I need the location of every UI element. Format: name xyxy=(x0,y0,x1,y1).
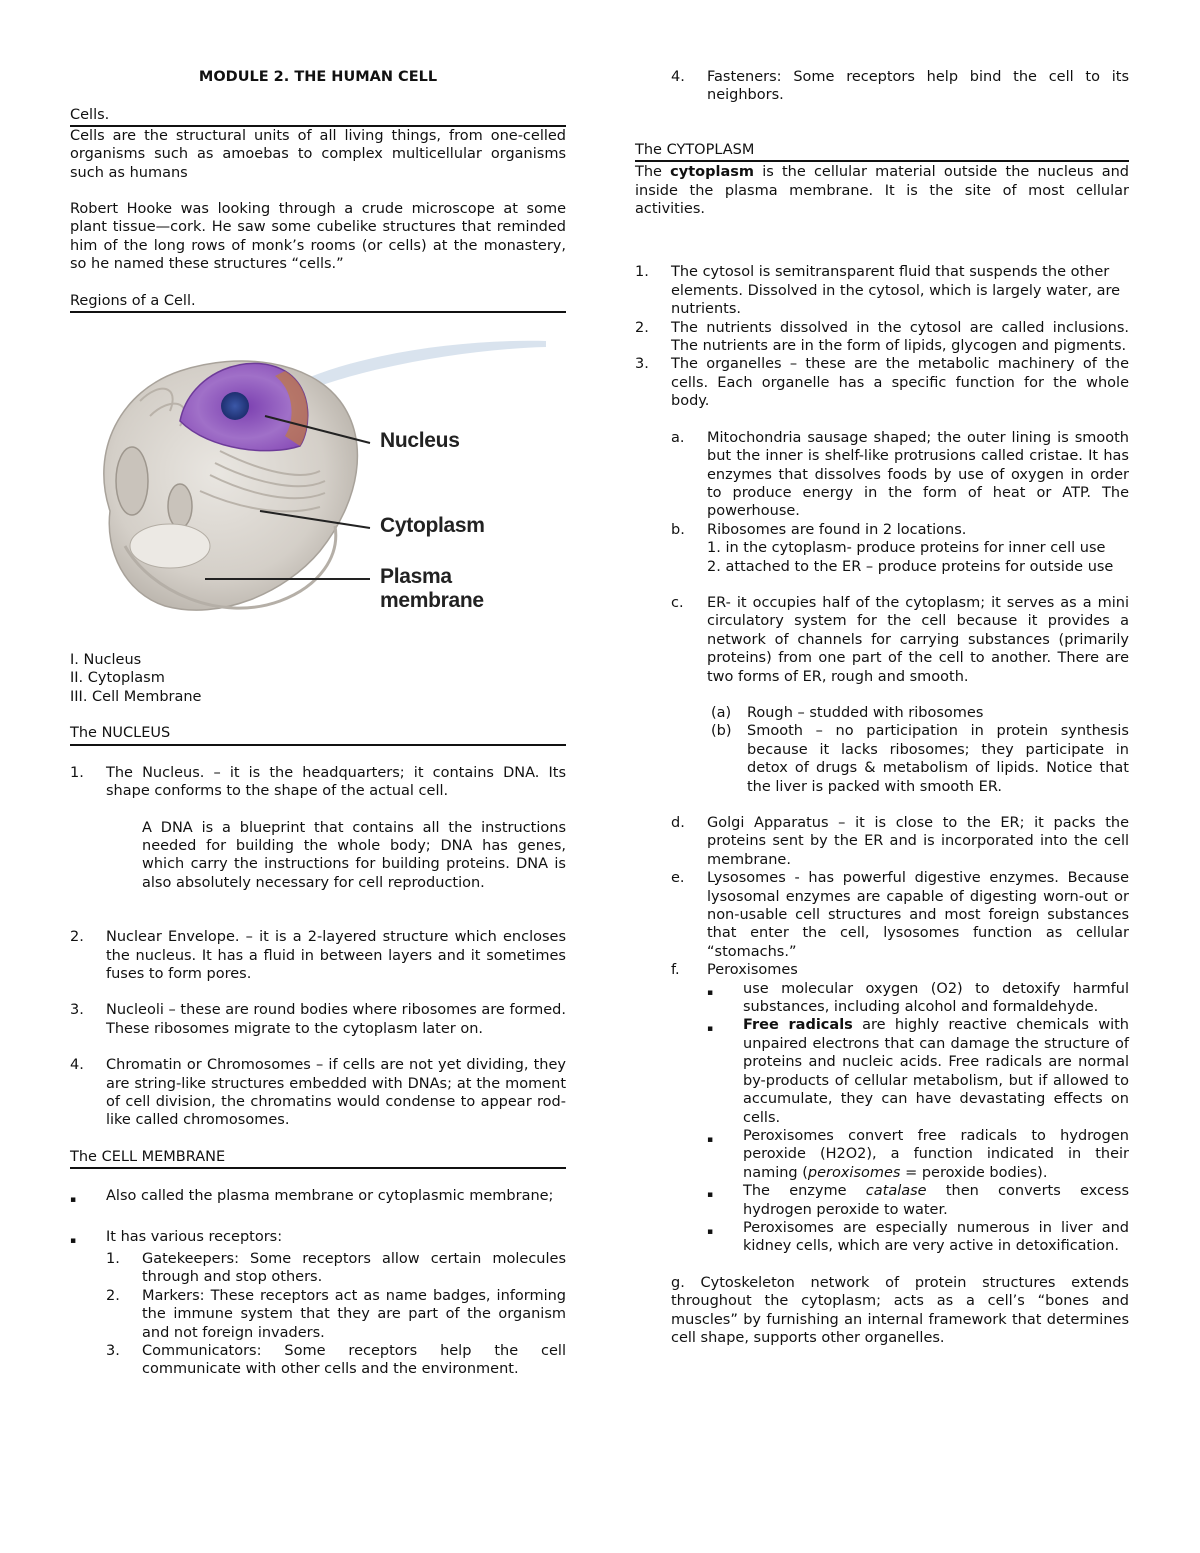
organelle-item: a. Mitochondria sausage shaped; the outer lining is smooth but the inner is shelf-like protrusions called cristae. It has enzymes that dissolves foods by use of oxygen in order to produce energy in the form of heat or ATP. The powerhouse. xyxy=(671,429,1129,520)
cells-heading: Cells. xyxy=(70,107,110,124)
organelle-item: b. Ribosomes are found in 2 locations. 1. in the cytoplasm- produce proteins for inner cell use 2. attached to the ER – produce proteins for outside use xyxy=(671,521,1114,575)
receptor-item: 4. Fasteners: Some receptors help bind the cell to its neighbors. xyxy=(671,69,1129,104)
list-item: 2. The nutrients dissolved in the cytosol are called inclusions. The nutrients are in the form of lipids, glycogen and pigments. xyxy=(635,319,1129,355)
right-column xyxy=(635,68,1129,1347)
bullet-item: ▪ Peroxisomes convert free radicals to hydrogen peroxide (H2O2), a function indicated in their naming (peroxisomes = peroxide bodies). xyxy=(707,1127,1129,1181)
receptor-item: 2. Markers: These receptors act as name badges, informing the immune system that they are part of the organism and not foreign invaders. xyxy=(106,1287,566,1341)
label-nucleus: Nucleus xyxy=(380,429,460,453)
left-column xyxy=(70,68,566,1379)
bullet-item: ▪ use molecular oxygen (O2) to detoxify harmful substances, including alcohol and formaldehyde. xyxy=(707,980,1129,1016)
cell-diagram xyxy=(70,331,566,631)
organelle-item: d. Golgi Apparatus – it is close to the ER; it packs the proteins sent by the ER and is incorporated into the cell membrane. xyxy=(671,815,1129,868)
cells-paragraph: Cells are the structural units of all living things, from one-celled organisms such as amoebas to complex multicellular organisms such as humans xyxy=(70,127,566,181)
list-item: 3. The organelles – these are the metabolic machinery of the cells. Each organelle has a specific function for the whole body. xyxy=(635,356,1129,410)
label-membrane: membrane xyxy=(380,589,484,613)
cell-illustration xyxy=(70,331,566,631)
bullet-item: ▪ Peroxisomes are especially numerous in liver and kidney cells, which are very active in detoxification. xyxy=(707,1219,1129,1255)
nucleus-heading: The NUCLEUS xyxy=(70,724,566,745)
er-item: (a) Rough – studded with ribosomes xyxy=(711,704,984,721)
organelle-item: c. ER- it occupies half of the cytoplasm; it serves as a mini circulatory system for the cell because it provides a network of channels for carrying substances (primarily proteins) from one part of the cell to another. There are two forms of ER, rough and smooth. xyxy=(671,594,1129,685)
list-item: 1. The cytosol is semitransparent fluid that suspends the other elements. Dissolved in the cytosol, which is largely water, are nutrients. xyxy=(635,264,1121,318)
list-item: 2. Nuclear Envelope. – it is a 2-layered structure which encloses the nucleus. It has a fluid in between layers and it sometimes fuses to form pores. xyxy=(70,929,566,982)
label-cytoplasm: Cytoplasm xyxy=(380,514,485,538)
er-item: (b) Smooth – no participation in protein synthesis because it lacks ribosomes; they participate in detox of drugs & metabolism of lipids. Notice that the liver is packed with smooth ER. xyxy=(711,723,1129,795)
hooke-paragraph: Robert Hooke was looking through a crude microscope at some plant tissue—cork. He saw some cubelike structures that reminded him of the long rows of monk’s rooms (or cells) at the monastery, so he named these structures “cells.” xyxy=(70,201,566,273)
receptor-item: 3. Communicators: Some receptors help the cell communicate with other cells and the environment. xyxy=(106,1343,566,1378)
list-item: 3. Nucleoli – these are round bodies where ribosomes are formed. These ribosomes migrate to the cytoplasm later on. xyxy=(70,1002,566,1037)
bullet-item: ▪ Also called the plasma membrane or cytoplasmic membrane; xyxy=(70,1188,554,1206)
cytoplasm-intro: The cytoplasm is the cellular material outside the nucleus and inside the plasma membrane. It is the site of most cellular activities. xyxy=(635,164,1130,218)
list-item: 4. Chromatin or Chromosomes – if cells are not yet dividing, they are string-like structures embedded with DNAs; at the moment of cell division, the chromatins would condense to appear rod-like called chromosomes. xyxy=(70,1057,566,1129)
nucleolus-shape xyxy=(221,392,249,420)
label-plasma: Plasma xyxy=(380,565,452,589)
cytoplasm-heading: The CYTOPLASM xyxy=(635,141,1129,162)
bullet-item: ▪ The enzyme catalase then converts excess hydrogen peroxide to water. xyxy=(707,1183,1130,1218)
organelle-item: e. Lysosomes - has powerful digestive enzymes. Because lysosomal enzymes are capable of digesting worn-out or non-usable cell structures and most foreign substances that enter the cell, lysosomes function as cellular “stomachs.” xyxy=(671,870,1129,960)
receptor-item: 1. Gatekeepers: Some receptors allow certain molecules through and stop others. xyxy=(106,1251,566,1286)
region-item-3: III. Cell Membrane xyxy=(70,688,202,705)
dna-note: A DNA is a blueprint that contains all the instructions needed for building the whole body; DNA has genes, which carry the instructions for building proteins. DNA is also absolutely necessary for cell reproduction. xyxy=(142,819,566,891)
region-item-2: II. Cytoplasm xyxy=(70,670,165,687)
list-item: 1. The Nucleus. – it is the headquarters; it contains DNA. Its shape conforms to the shape of the actual cell. xyxy=(70,764,566,800)
organelle-item: f. Peroxisomes xyxy=(671,962,798,979)
bullet-item: ▪ It has various receptors: xyxy=(70,1228,283,1246)
regions-heading: Regions of a Cell. xyxy=(70,292,566,313)
membrane-streak xyxy=(300,341,546,391)
bullet-item: ▪ Free radicals are highly reactive chemicals with unpaired electrons that can damage the structure of proteins and nucleic acids. Free radicals are normal by-products of cellular metabolism, but if allowed to accumulate, they can have devastating effects on cells. xyxy=(707,1017,1129,1126)
mitochondrion-shape xyxy=(116,447,148,515)
page-title: MODULE 2. THE HUMAN CELL xyxy=(198,69,438,85)
membrane-heading: The CELL MEMBRANE xyxy=(70,1148,566,1169)
cytoskeleton-paragraph: g. Cytoskeleton network of protein structures extends throughout the cytoplasm; acts as a cell’s “bones and muscles” by furnishing an internal framework that determines cell shape, supports other organelles. xyxy=(671,1274,1129,1346)
region-item-1: I. Nucleus xyxy=(70,652,142,669)
